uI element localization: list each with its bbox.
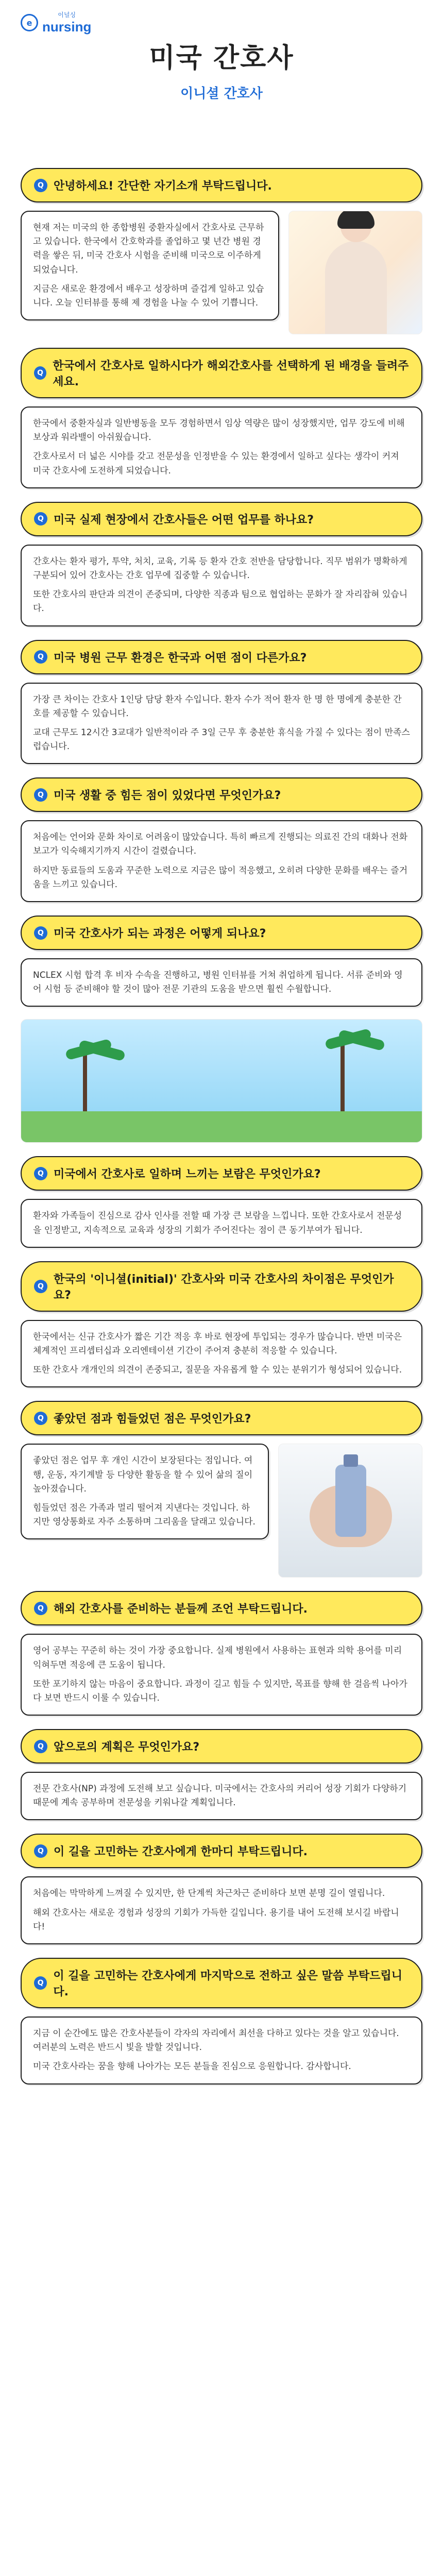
answer-paragraph: 미국 간호사라는 꿈을 향해 나아가는 모든 분들을 진심으로 응원합니다. 감사합니다. — [33, 2061, 351, 2072]
answer-4 — [21, 683, 422, 765]
q-icon: Q — [34, 1602, 47, 1615]
question-text: 미국 실제 현장에서 간호사들은 어떤 업무를 하나요? — [54, 513, 314, 527]
portrait-photo — [288, 211, 422, 334]
q-icon: Q — [34, 366, 46, 380]
question-12 — [21, 1834, 422, 1868]
answer-paragraph: 가장 큰 차이는 간호사 1인당 담당 환자 수입니다. 환자 수가 적어 환자 한 명 한 명에게 충분한 간호를 제공할 수 있습니다. — [33, 694, 402, 719]
question-7 — [21, 1156, 422, 1191]
q-icon: Q — [34, 1844, 47, 1858]
answer-13 — [21, 2016, 422, 2084]
logo-mark-icon: e — [21, 14, 38, 31]
question-text: 미국에서 간호사로 일하며 느끼는 보람은 무엇인가요? — [54, 1168, 321, 1181]
answer-block-1 — [21, 211, 422, 334]
q-icon: Q — [34, 1412, 47, 1425]
palm-tree — [83, 1049, 87, 1111]
answer-2 — [21, 406, 422, 488]
answer-3 — [21, 545, 422, 626]
answer-paragraph: 좋았던 점은 업무 후 개인 시간이 보장된다는 점입니다. 여행, 운동, 자기계발 등 다양한 활동을 할 수 있어 삶의 질이 높아졌습니다. — [33, 1455, 253, 1494]
person-illustration — [325, 241, 387, 334]
palm-tree — [340, 1039, 345, 1111]
answer-paragraph: 처음에는 언어와 문화 차이로 어려움이 많았습니다. 특히 빠르게 진행되는 의료진 간의 대화나 전화 보고가 익숙해지기까지 시간이 걸렸습니다. — [33, 832, 408, 857]
question-text: 해외 간호사를 준비하는 분들께 조언 부탁드립니다. — [54, 1603, 308, 1616]
answer-6 — [21, 958, 422, 1007]
q-icon: Q — [34, 512, 47, 526]
answer-paragraph: 간호사로서 더 넓은 시야를 갖고 전문성을 인정받을 수 있는 환경에서 일하고 싶다는 생각이 커져 미국 간호사에 도전하게 되었습니다. — [33, 451, 399, 476]
answer-paragraph: 또한 간호사 개개인의 의견이 존중되고, 질문을 자유롭게 할 수 있는 분위기가 형성되어 있습니다. — [33, 1365, 402, 1376]
landscape-photo — [21, 1019, 422, 1143]
q-icon: Q — [34, 650, 47, 664]
answer-1 — [21, 211, 279, 320]
answer-paragraph: 전문 간호사(NP) 과정에 도전해 보고 싶습니다. 미국에서는 간호사의 커리어 성장 기회가 다양하기 때문에 계속 공부하며 전문성을 키워나갈 계획입니다. — [33, 1784, 407, 1808]
answer-10 — [21, 1634, 422, 1716]
answer-7 — [21, 1199, 422, 1247]
question-10 — [21, 1591, 422, 1625]
question-text: 앞으로의 계획은 무엇인가요? — [54, 1741, 200, 1754]
answer-paragraph: 간호사는 환자 평가, 투약, 처치, 교육, 기록 등 환자 간호 전반을 담당합니다. 직무 범위가 명확하게 구분되어 있어 간호사는 간호 업무에 집중할 수 있습니다. — [33, 556, 407, 581]
question-text: 미국 간호사가 되는 과정은 어떻게 되나요? — [54, 927, 266, 940]
question-text: 미국 생활 중 힘든 점이 있었다면 무엇인가요? — [54, 789, 281, 803]
answer-paragraph: 영어 공부는 꾸준히 하는 것이 가장 중요합니다. 실제 병원에서 사용하는 표현과 의학 용어를 미리 익혀두면 적응에 큰 도움이 됩니다. — [33, 1646, 402, 1670]
answer-paragraph: 또한 간호사의 판단과 의견이 존중되며, 다양한 직종과 팀으로 협업하는 문화가 잘 자리잡혀 있습니다. — [33, 589, 408, 614]
brand-small: 이널싱 — [58, 11, 76, 19]
answer-block-9 — [21, 1444, 422, 1578]
question-8 — [21, 1261, 422, 1312]
answer-paragraph: 현재 저는 미국의 한 종합병원 중환자실에서 간호사로 근무하고 있습니다. 한국에서 간호학과를 졸업하고 몇 년간 병원 경력을 쌓은 뒤, 미국 간호사 시험을 준비해 미국으로 이주하게 되었습니다. — [33, 223, 264, 275]
question-text: 이 길을 고민하는 간호사에게 한마디 부탁드립니다. — [54, 1845, 308, 1859]
question-text: 안녕하세요! 간단한 자기소개 부탁드립니다. — [54, 180, 272, 193]
answer-paragraph: 또한 포기하지 않는 마음이 중요합니다. 과정이 길고 힘들 수 있지만, 목표를 향해 한 걸음씩 나아가다 보면 반드시 이룰 수 있습니다. — [33, 1679, 407, 1703]
question-9 — [21, 1401, 422, 1435]
q-icon: Q — [34, 788, 47, 802]
q-icon: Q — [34, 1280, 47, 1293]
page-title: 미국 간호사 — [149, 43, 294, 74]
answer-paragraph: 한국에서는 신규 간호사가 짧은 기간 적응 후 바로 현장에 투입되는 경우가 많습니다. 반면 미국은 체계적인 프리셉터십과 오리엔테이션 기간이 주어져 충분히 적응할 수 있습니다. — [33, 1331, 402, 1356]
answer-paragraph: 지금 이 순간에도 많은 간호사분들이 각자의 자리에서 최선을 다하고 있다는 것을 알고 있습니다. 여러분의 노력은 반드시 빛을 발할 것입니다. — [33, 2028, 399, 2053]
answer-paragraph: 한국에서 중환자실과 일반병동을 모두 경험하면서 임상 역량은 많이 성장했지만, 업무 강도에 비해 보상과 워라밸이 아쉬웠습니다. — [33, 418, 405, 443]
answer-paragraph: 교대 근무도 12시간 3교대가 일반적이라 주 3일 근무 후 충분한 휴식을 가질 수 있다는 점이 만족스럽습니다. — [33, 727, 410, 752]
question-3 — [21, 502, 422, 536]
answer-9 — [21, 1444, 269, 1539]
question-text: 한국의 '이니셜(initial)' 간호사와 미국 간호사의 차이점은 무엇인가요? — [53, 1273, 394, 1302]
answer-paragraph: 하지만 동료들의 도움과 꾸준한 노력으로 지금은 많이 적응했고, 오히려 다양한 문화를 배우는 즐거움을 느끼고 있습니다. — [33, 865, 408, 890]
brand-logo — [21, 10, 91, 35]
answer-paragraph: 힘들었던 점은 가족과 멀리 떨어져 지낸다는 것입니다. 하지만 영상통화로 자주 소통하며 그리움을 달래고 있습니다. — [33, 1502, 255, 1528]
question-text: 미국 병원 근무 환경은 한국과 어떤 점이 다른가요? — [54, 651, 307, 665]
brand-name: nursing — [42, 19, 92, 35]
q-icon: Q — [34, 179, 47, 192]
answer-paragraph: 지금은 새로운 환경에서 배우고 성장하며 즐겁게 일하고 있습니다. 오늘 인터뷰를 통해 제 경험을 나눌 수 있어 기쁩니다. — [33, 283, 264, 308]
q-icon: Q — [34, 1740, 47, 1753]
bottle-photo — [278, 1444, 422, 1578]
question-text: 이 길을 고민하는 간호사에게 마지막으로 전하고 싶은 말씀 부탁드립니다. — [53, 1970, 402, 1998]
q-icon: Q — [34, 926, 47, 940]
question-13 — [21, 1958, 422, 2008]
question-1 — [21, 168, 422, 202]
question-11 — [21, 1729, 422, 1764]
page-subtitle: 이니셜 간호사 — [180, 83, 263, 102]
answer-12 — [21, 1876, 422, 1944]
answer-8 — [21, 1320, 422, 1388]
question-5 — [21, 777, 422, 812]
q-icon: Q — [34, 1976, 47, 1990]
answer-paragraph: NCLEX 시험 합격 후 비자 수속을 진행하고, 병원 인터뷰를 거쳐 취업하게 됩니다. 서류 준비와 영어 시험 등 준비해야 할 것이 많아 전문 기관의 도움을 받으면 훨씬 수월합니다. — [33, 970, 403, 995]
question-4 — [21, 640, 422, 674]
answer-11 — [21, 1772, 422, 1820]
ground — [21, 1111, 422, 1142]
question-text: 한국에서 간호사로 일하시다가 해외간호사를 선택하게 된 배경을 들려주세요. — [53, 360, 409, 388]
answer-paragraph: 환자와 가족들이 진심으로 감사 인사를 전할 때 가장 큰 보람을 느낍니다. 또한 간호사로서 전문성을 인정받고, 지속적으로 교육과 성장의 기회가 주어진다는 점이 큰 동기부여가 됩니다. — [33, 1211, 402, 1235]
question-2 — [21, 348, 422, 398]
answer-paragraph: 처음에는 막막하게 느껴질 수 있지만, 한 단계씩 차근차근 준비하다 보면 분명 길이 열립니다. — [33, 1888, 385, 1899]
header — [0, 0, 443, 155]
answer-paragraph: 해외 간호사는 새로운 경험과 성장의 기회가 가득한 길입니다. 용기를 내어 도전해 보시길 바랍니다! — [33, 1907, 399, 1932]
bottle-illustration — [335, 1465, 366, 1537]
answer-5 — [21, 820, 422, 902]
question-text: 좋았던 점과 힘들었던 점은 무엇인가요? — [54, 1413, 251, 1426]
q-icon: Q — [34, 1167, 47, 1180]
question-6 — [21, 916, 422, 950]
